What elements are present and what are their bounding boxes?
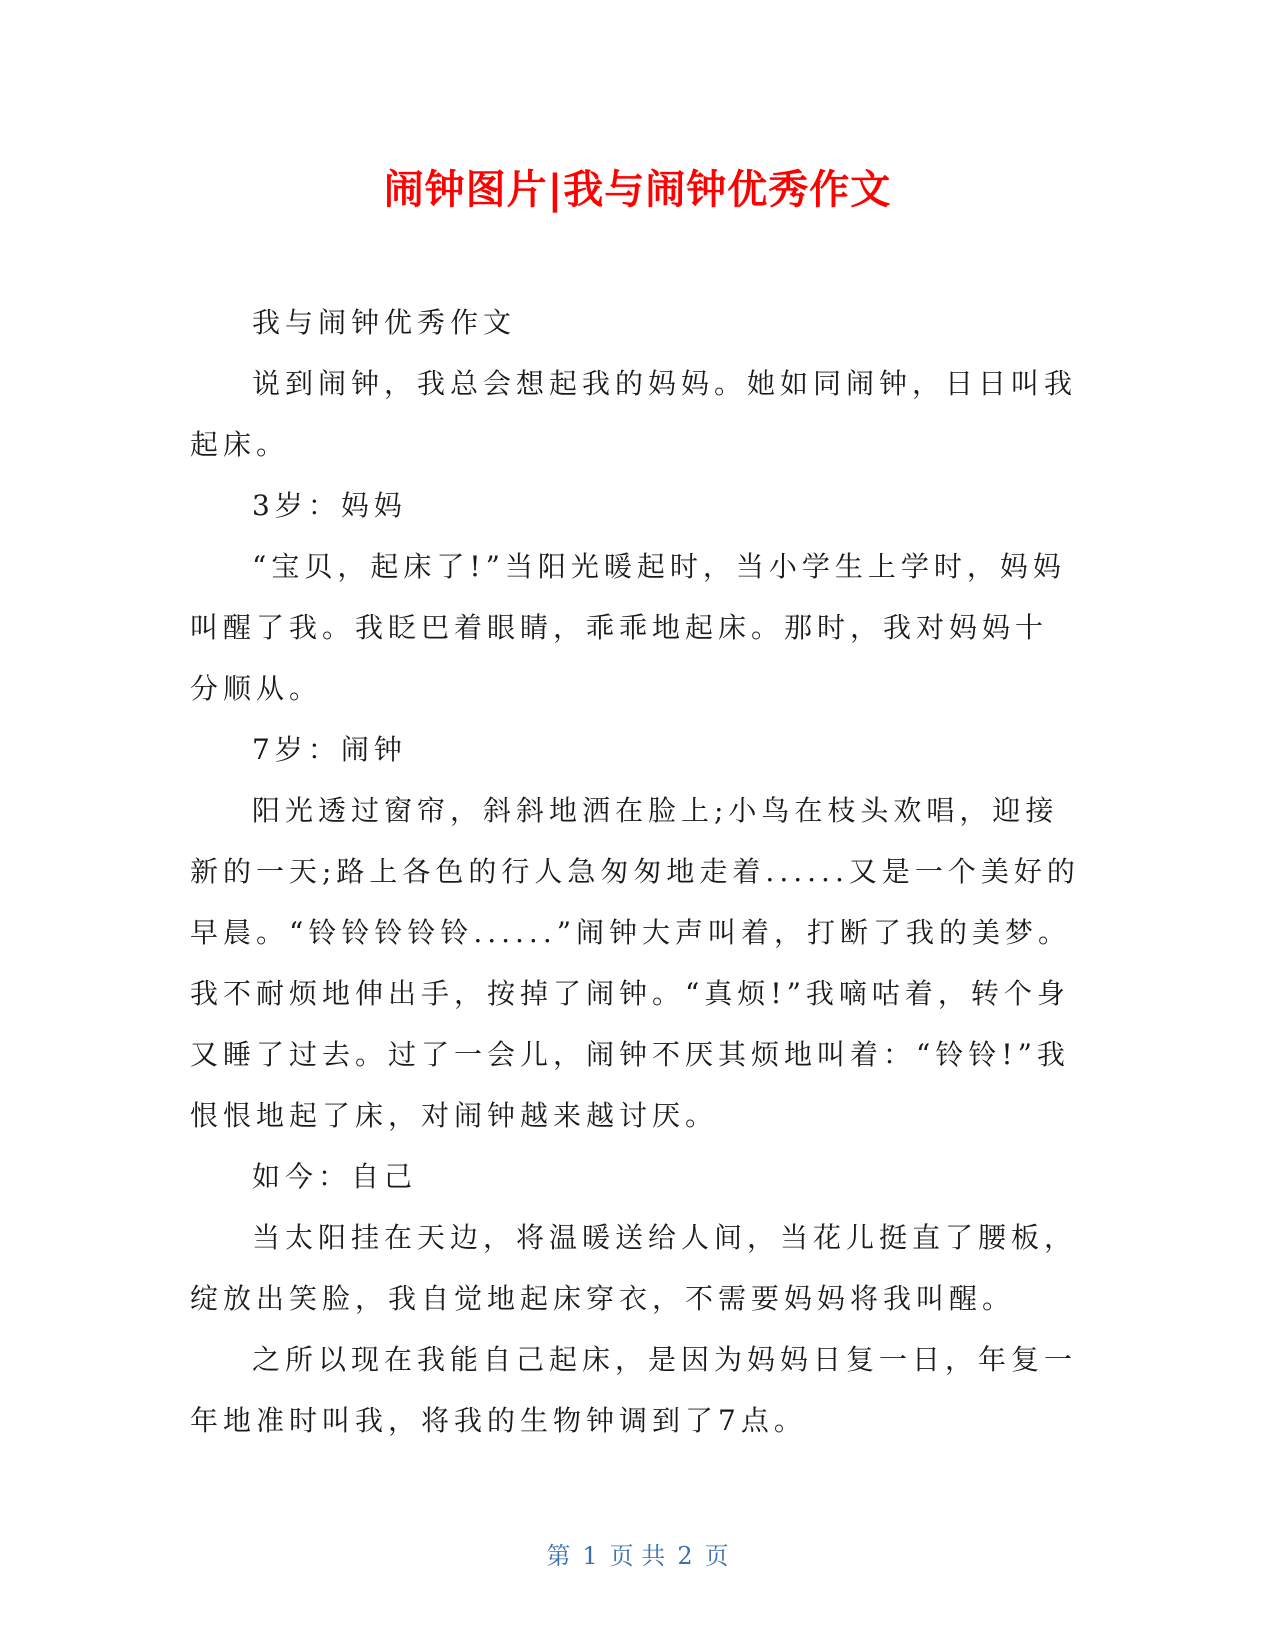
footer-suffix: 页 [704, 1542, 729, 1570]
section-heading-age-3: 3岁：妈妈 [252, 489, 407, 522]
page-title: 闹钟图片|我与闹钟优秀作文 [383, 167, 892, 213]
section-heading-now: 如今：自己 [252, 1160, 418, 1193]
page-footer [0, 1540, 1275, 1572]
paragraph-age-7: 阳光透过窗帘，斜斜地洒在脸上;小鸟在枝头欢唱，迎接新的一天;路上各色的行人急匆匆地走着......又是一个美好的早晨。“铃铃铃铃铃......”闹钟大声叫着，打断了我的美梦。我不耐烦地伸出手，按掉了闹钟。“真烦!”我嘀咕着，转个身又睡了过去。过了一会儿，闹钟不厌其烦地叫着：“铃铃!”我恨恨地起了床，对闹钟越来越讨厌。 [190, 794, 1080, 1132]
footer-prefix: 第 [546, 1542, 571, 1570]
footer-current-page: 1 [582, 1542, 598, 1570]
paragraph-intro: 说到闹钟，我总会想起我的妈妈。她如同闹钟，日日叫我起床。 [190, 367, 1078, 461]
footer-mid: 页 共 [609, 1542, 666, 1570]
paragraph-conclusion: 之所以现在我能自己起床，是因为妈妈日复一日，年复一年地准时叫我，将我的生物钟调到了7点。 [190, 1343, 1078, 1437]
footer-total-pages: 2 [677, 1542, 693, 1570]
paragraph-now: 当太阳挂在天边，将温暖送给人间，当花儿挺直了腰板，绽放出笑脸，我自觉地起床穿衣，不需要妈妈将我叫醒。 [190, 1221, 1078, 1315]
article-body [190, 292, 1080, 1451]
paragraph-age-3: “宝贝，起床了!”当阳光暖起时，当小学生上学时，妈妈叫醒了我。我眨巴着眼睛，乖乖地起床。那时，我对妈妈十分顺从。 [190, 550, 1066, 705]
section-heading-age-7: 7岁：闹钟 [252, 733, 407, 766]
article-subtitle: 我与闹钟优秀作文 [252, 306, 517, 339]
